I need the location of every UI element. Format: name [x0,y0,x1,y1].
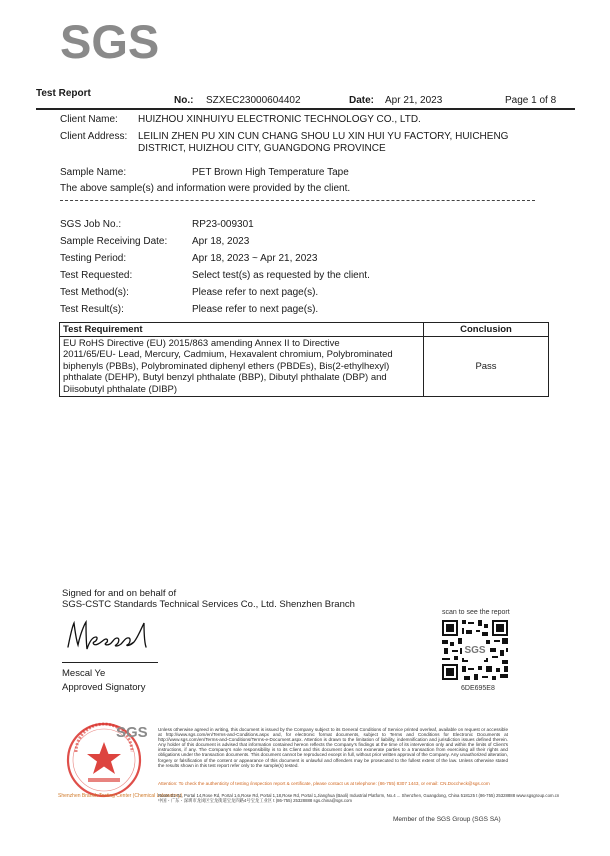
report-title: Test Report [36,88,91,99]
sgs-group-member-note: Member of the SGS Group (SGS SA) [393,816,501,823]
requirement-line: phthalate (DEHP), Butyl benzyl phthalate (BBP), Dibutyl phthalate (DBP) and [63,372,387,384]
authenticity-notice: Attention: To check the authenticity of testing /inspection report & certificate, please contact us at telephone: (86-755) 8307 1443, or email: CN.Doccheck@sgs.com [158,781,490,786]
header-rule [36,108,575,110]
footer-sgs-logo-text: SGS [116,724,148,741]
report-date-label: Date: [349,95,375,106]
conclusion-cell: Pass [424,337,549,397]
receiving-date-label: Sample Receiving Date: [60,236,168,247]
requirement-line: biphenyls (PBBs), Polybrominated diphenyl ethers (PBDEs), Bis(2-ethylhexyl) [63,360,390,372]
signatory-title: Approved Signatory [62,682,146,693]
sample-name-value: PET Brown High Temperature Tape [192,167,349,178]
test-requirement-table [59,322,549,397]
test-result-value: Please refer to next page(s). [192,304,319,315]
client-name-label: Client Name: [60,114,118,125]
signature-rule [62,662,158,663]
client-name-value: HUIZHOU XINHUIYU ELECTRONIC TECHNOLOGY CO., LTD. [138,114,421,125]
test-result-label: Test Result(s): [60,304,124,315]
receiving-date-value: Apr 18, 2023 [192,236,250,247]
terms-fine-print: Unless otherwise agreed in writing, this document is issued by the Company subject to its General Conditions of Service printed overleaf, available on request or accessible at http://www.sgs.com/en/Terms-and-Conditions.aspx and, for electronic format documents, subject to Terms and Conditions for Electronic Documents at http://www.sgs.com/en/Terms-and-Conditions/Terms-e-Document.aspx. Attention is drawn to the limitation of liability, indemnification and jurisdiction issues defined therein. Any holder of this document is advised that information contained hereon reflects the Company's findings at the time of its intervention only and within the limits of Client's instructions, if any. The Company's sole responsibility is to its Client and this document does not exonerate parties to a transaction from exercising all their rights and obligations under the transaction documents. This document cannot be reproduced except in full, without prior written approval of the Company. Any unauthorized alteration, forgery or falsification of the content or appearance of this document is unlawful and offenders may be prosecuted to the fullest extent of the law. Unless otherwise stated the results shown in this test report refer only to the sample(s) tested. [158,727,508,768]
section-divider [60,200,535,201]
report-no-value: SZXEC23000604402 [206,95,301,106]
job-no-value: RP23-009301 [192,219,254,230]
qr-verification-code: 6DE695E8 [461,685,495,692]
signatory-name: Mescal Ye [62,668,106,679]
sample-provided-note: The above sample(s) and information were provided by the client. [60,183,351,194]
requirement-cell [60,337,424,397]
handwritten-signature [64,617,164,657]
test-method-label: Test Method(s): [60,287,129,298]
conclusion-column-header: Conclusion [424,323,549,337]
qr-code-icon[interactable] [440,618,510,682]
job-no-label: SGS Job No.: [60,219,122,230]
test-requested-label: Test Requested: [60,270,133,281]
requirement-line: Diisobutyl phthalate (DIBP) [63,383,178,395]
report-no-label: No.: [174,95,194,106]
qr-sgs-mark: SGS [464,645,486,656]
table-row [60,337,549,397]
signed-on-behalf-line2: SGS-CSTC Standards Technical Services Co., Ltd. Shenzhen Branch [62,599,355,610]
sgs-logo [60,15,160,70]
company-address-en: Room 01-01, Portal 14,Rose Rd, Portal 1,6,Rose Rd, Portal 1,18,Rose Rd, Portal 1,Jianghua (Baoli) Industrial Platform, No.4 ... Shenzhen, Guangdong, China 518125 t (86-755) 25328888 www.sgsgroup.com.cn [158,793,560,798]
client-address-line2: DISTRICT, HUIZHOU CITY, GUANGDONG PROVINCE [138,143,386,154]
stamp-caption: Shenzhen Branch Testing Center (Chemical Laboratory) [58,793,183,799]
qr-caption: scan to see the report [442,609,510,616]
testing-period-label: Testing Period: [60,253,127,264]
requirement-line: EU RoHS Directive (EU) 2015/863 amending Annex II to Directive [63,338,340,349]
test-method-value: Please refer to next page(s). [192,287,319,298]
company-address [158,793,560,804]
footer-sgs-logo [116,724,152,750]
test-requested-value: Select test(s) as requested by the client. [192,270,370,281]
company-address-cn: 中国・广东・深圳市龙岗区宝龙街道宝龙四路4号宝龙工业区 t (86-755) 25328888 sgs.china@sgs.com [158,798,352,804]
client-address-line1: LEILIN ZHEN PU XIN CUN CHANG SHOU LU XIN HUI YU FACTORY, HUICHENG [138,131,509,142]
sgs-logo-text: SGS [60,15,160,68]
requirement-line: 2011/65/EU- Lead, Mercury, Cadmium, Hexavalent chromium, Polybrominated [63,349,393,361]
signed-on-behalf-line1: Signed for and on behalf of [62,588,177,599]
sample-name-label: Sample Name: [60,167,127,178]
table-header-row [60,323,549,337]
page-indicator: Page 1 of 8 [505,95,557,106]
client-address-label: Client Address: [60,131,128,142]
report-date-value: Apr 21, 2023 [385,95,443,106]
testing-period-value: Apr 18, 2023 ~ Apr 21, 2023 [192,253,318,264]
requirement-column-header: Test Requirement [60,323,424,337]
